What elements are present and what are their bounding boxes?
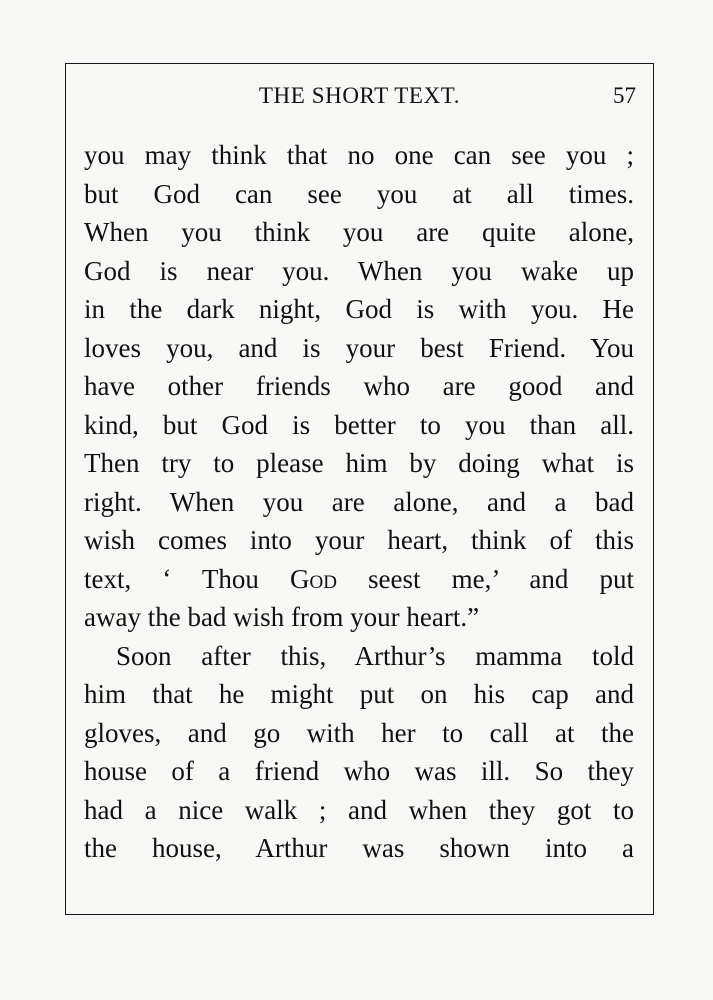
text-line: in the dark night, God is with you. He xyxy=(84,294,634,324)
page-header xyxy=(65,78,654,114)
text-line: When you think you are quite alone, xyxy=(84,217,634,247)
text-line: Then try to please him by doing what is xyxy=(84,448,634,478)
page-number: 57 xyxy=(613,83,636,108)
text-line: you may think that no one can see you ; xyxy=(84,140,634,170)
text-line: kind, but God is better to you than all. xyxy=(84,409,634,440)
text-line: house of a friend who was ill. So they xyxy=(84,756,634,786)
paragraph-first-line: Soon after this, Arthur’s mamma told xyxy=(116,640,634,671)
text-line: wish comes into your heart, think of this xyxy=(84,525,634,555)
text-line: right. When you are alone, and a bad xyxy=(84,486,634,517)
text-line: but God can see you at all times. xyxy=(84,178,634,209)
text-line: loves you, and is your best Friend. You xyxy=(84,332,634,363)
text-segment: seest me,’ and put xyxy=(336,563,634,594)
text-line: gloves, and go with her to call at the xyxy=(84,717,634,748)
text-line: had a nice walk ; and when they got to xyxy=(84,794,634,825)
text-line: him that he might put on his cap and xyxy=(84,679,634,709)
paragraph-last-line: away the bad wish from your heart.” xyxy=(84,602,480,632)
running-title: THE SHORT TEXT. xyxy=(258,83,461,108)
body-text xyxy=(84,136,634,868)
text-segment: text, ‘ Thou xyxy=(84,563,290,594)
smallcaps-word: God xyxy=(290,563,337,594)
text-line: God is near you. When you wake up xyxy=(84,255,634,286)
text-line: the house, Arthur was shown into a xyxy=(84,833,634,863)
text-line: have other friends who are good and xyxy=(84,371,634,401)
text-line-with-smallcaps xyxy=(84,560,634,599)
